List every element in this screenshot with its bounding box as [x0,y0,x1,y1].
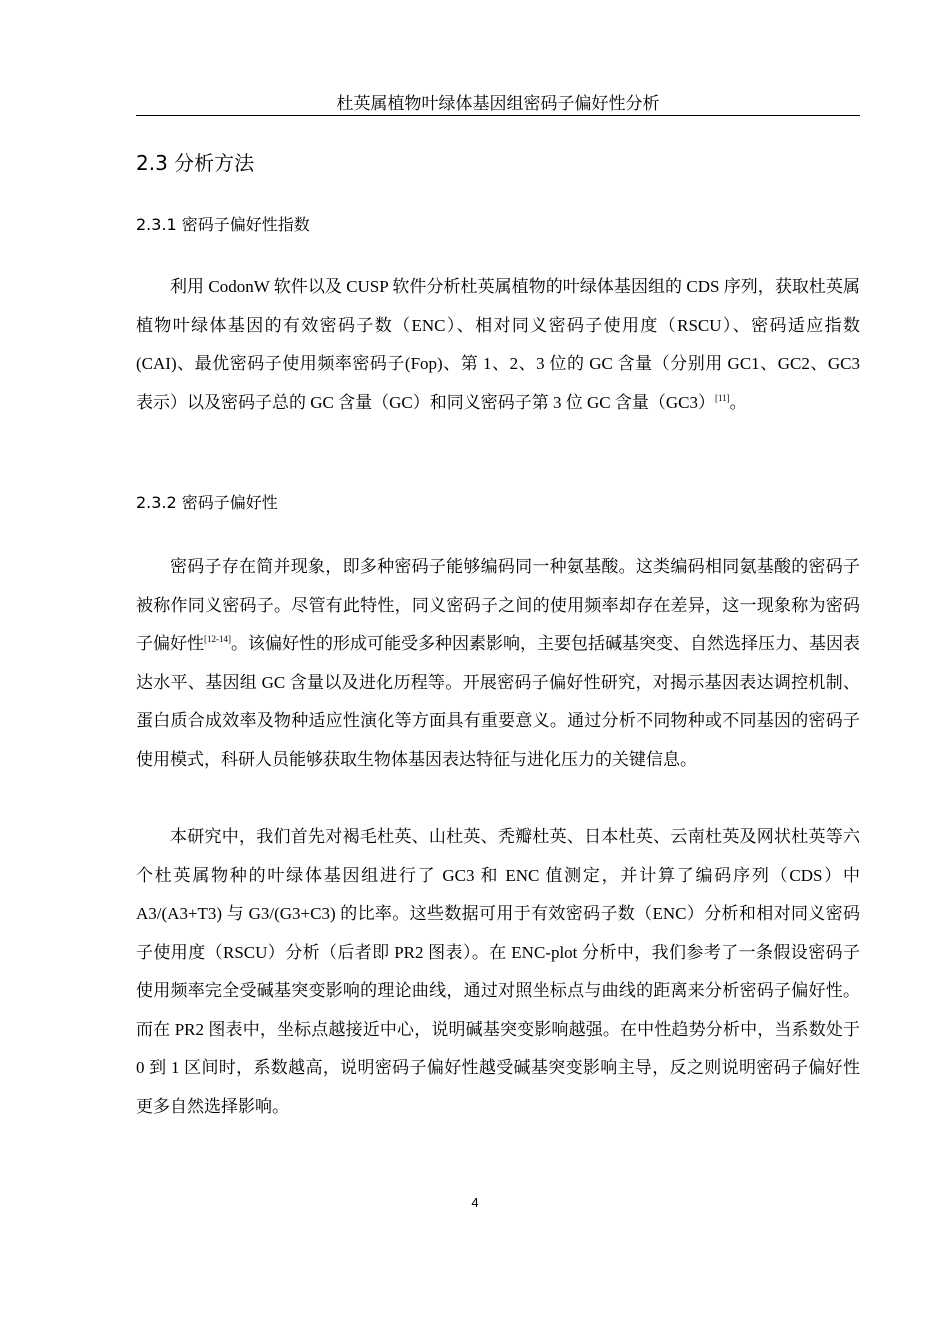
running-header: 杜英属植物叶绿体基因组密码子偏好性分析 [336,94,660,113]
page-number: 4 [471,1195,479,1210]
paragraph-end: 。 [729,392,747,412]
citation: [11] [714,392,730,403]
paragraph-codon-bias [136,548,860,779]
section-heading: 2.3 分析方法 [136,151,255,175]
paragraph-study: 本研究中，我们首先对褐毛杜英、山杜英、秃瓣杜英、日本杜英、云南杜英及网状杜英等六个杜英属物种的叶绿体基因组进行了 GC3 和 ENC 值测定，并计算了编码序列（CDS）中 A3/(A3+T3) 与 G3/(G3+C3) 的比率。这些数据可用于有效密码子数（ENC）分析和相对同义密码子使用度（RSCU）分析（后者即 PR2 图表）。在 ENC-plot 分析中，我们参考了一条假设密码子使用频率完全受碱基突变影响的理论曲线，通过对照坐标点与曲线的距离来分析密码子偏好性。而在 PR2 图表中，坐标点越接近中心，说明碱基突变影响越强。在中性趋势分析中，当系数处于 0 到 1 区间时，系数越高，说明密码子偏好性越受碱基突变影响主导，反之则说明密码子偏好性更多自然选择影响。 [136,827,860,1116]
subsection-heading-2: 2.3.2 密码子偏好性 [136,493,278,512]
paragraph-text: 利用 CodonW 软件以及 CUSP 软件分析杜英属植物的叶绿体基因组的 CDS 序列，获取杜英属植物叶绿体基因的有效密码子数（ENC）、相对同义密码子使用度（RSCU）、密码适应指数(CAI)、最优密码子使用频率密码子(Fop)、第 1、2、3 位的 GC 含量（分别用 GC1、GC2、GC3 表示）以及密码子总的 GC 含量（GC）和同义密码子第 3 位 GC 含量（GC3） [136,277,860,412]
subsection-heading-1: 2.3.1 密码子偏好性指数 [136,215,310,234]
paragraph-text-rest: 。该偏好性的形成可能受多种因素影响，主要包括碱基突变、自然选择压力、基因表达水平、基因组 GC 含量以及进化历程等。开展密码子偏好性研究，对揭示基因表达调控机制、蛋白质合成效率及物种适应性演化等方面具有重要意义。通过分析不同物种或不同基因的密码子使用模式，科研人员能够获取生物体基因表达特征与进化压力的关键信息。 [136,634,860,769]
citation: [12-14] [204,634,231,644]
header-rule [136,115,860,116]
paragraph-codon-indices [136,268,860,422]
paragraph-text: 密码子存在简并现象，即多种密码子能够编码同一种氨基酸。这类编码相同氨基酸的密码子被称作同义密码子。尽管有此特性，同义密码子之间的使用频率却存在差异，这一现象称为密码子偏好性 [136,557,860,653]
